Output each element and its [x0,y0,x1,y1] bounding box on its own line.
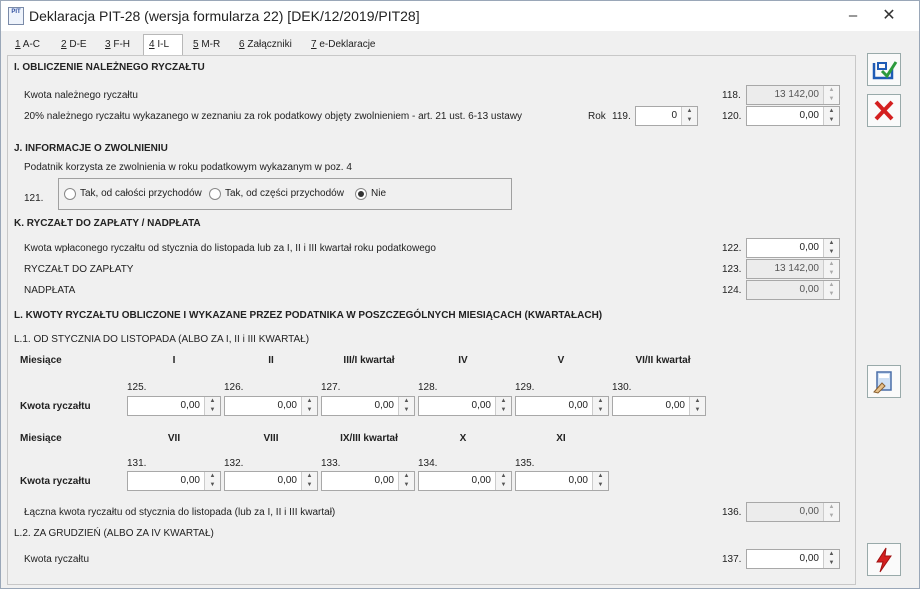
rok-label: Rok [588,111,606,122]
nadplata-label: NADPŁATA [24,285,76,296]
month-amount-field[interactable]: 0,00 ▲ ▼ [515,471,609,491]
month-header: XI [556,433,566,444]
spinner[interactable]: ▲ ▼ [823,239,839,257]
month-amount-field[interactable]: 0,00 ▲ ▼ [515,396,609,416]
spinner: ▲ ▼ [823,260,839,278]
tab-zalaczniki[interactable]: 6 Załączniki [239,39,292,50]
month-amount-field[interactable]: 0,00 ▲ ▼ [127,471,221,491]
spinner[interactable]: ▲ ▼ [398,397,414,415]
month-amount-field[interactable]: 0,00 ▲ ▼ [418,471,512,491]
spinner[interactable]: ▲ ▼ [495,397,511,415]
spinner[interactable]: ▲ ▼ [823,107,839,125]
field-136: 0,00 ▲ ▼ [746,502,840,522]
form-panel [7,55,856,585]
field-number: 131. [127,458,147,469]
field-number: 128. [418,382,438,393]
amount-label: Kwota ryczałtu [20,401,91,412]
l2-heading: L.2. ZA GRUDZIEŃ (ALBO ZA IV KWARTAŁ) [14,528,214,539]
amount-label: Kwota ryczałtu [20,476,91,487]
month-amount-field[interactable]: 0,00 ▲ ▼ [224,471,318,491]
grudzien-kwota-label: Kwota ryczałtu [24,554,90,565]
month-amount-field[interactable]: 0,00 ▲ ▼ [418,396,512,416]
spinner[interactable]: ▲ ▼ [592,397,608,415]
field-122[interactable]: 0,00 ▲ ▼ [746,238,840,258]
month-header: IV [458,355,468,366]
field-123-number: 123. [722,264,742,275]
ryczalt-do-zaplaty-label: RYCZAŁT DO ZAPŁATY [24,264,134,275]
field-118-number: 118. [722,90,741,101]
tab-a-c[interactable]: 1 A-C [15,39,41,50]
month-header: II [268,355,274,366]
spinner: ▲ ▼ [823,503,839,521]
field-number: 134. [418,458,438,469]
field-119-number: 119. [612,111,631,122]
field-number: 129. [515,382,535,393]
field-number: 132. [224,458,244,469]
tab-bar [1,31,919,55]
spinner[interactable]: ▲ ▼ [301,472,317,490]
field-120[interactable]: 0,00 ▲ ▼ [746,106,840,126]
month-amount-field[interactable]: 0,00 ▲ ▼ [127,396,221,416]
months-label: Miesiące [20,355,62,366]
flash-button[interactable] [867,543,901,576]
month-header: X [459,433,467,444]
spinner[interactable]: ▲ ▼ [204,397,220,415]
radio-czesci-label[interactable]: Tak, od części przychodów [225,188,344,199]
kwota-naleznego-label: Kwota należnego ryczałtu [24,90,138,101]
radio-nie-label[interactable]: Nie [371,188,387,199]
month-header: V [557,355,565,366]
tab-m-r[interactable]: 5 M-R [193,39,221,50]
months-label: Miesiące [20,433,62,444]
close-button[interactable]: ✕ [882,7,896,24]
spinner[interactable]: ▲ ▼ [398,472,414,490]
calculator-hand-icon [868,366,900,397]
field-136-number: 136. [722,507,742,518]
month-header: I [172,355,176,366]
cancel-button[interactable] [867,94,901,127]
spinner: ▲ ▼ [823,281,839,299]
save-button[interactable] [867,53,901,86]
radio-czesci[interactable] [209,188,221,200]
field-119-rok[interactable]: 0 ▲ ▼ [635,106,698,126]
spinner[interactable]: ▲ ▼ [592,472,608,490]
section-l-title: L. KWOTY RYCZAŁTU OBLICZONE I WYKAZANE PRZEZ PODATNIKA W POSZCZEGÓLNYCH MIESIĄCACH (KWARTAŁACH) [14,310,603,321]
month-header: IX/III kwartał [340,433,398,444]
month-header: III/I kwartał [343,355,395,366]
field-number: 125. [127,382,147,393]
section-i-title: I. OBLICZENIE NALEŻNEGO RYCZAŁTU [14,62,205,73]
zwolnienie-desc: Podatnik korzysta ze zwolnienia w roku podatkowym wykazanym w poz. 4 [24,162,352,173]
spinner[interactable]: ▲ ▼ [681,107,697,125]
close-x-icon [868,95,900,126]
spinner: ▲ ▼ [823,86,839,104]
tab-e-deklaracje[interactable]: 7 e-Deklaracje [311,39,376,50]
field-number: 127. [321,382,341,393]
spinner[interactable]: ▲ ▼ [301,397,317,415]
spinner[interactable]: ▲ ▼ [689,397,705,415]
kwota-wplaconego-label: Kwota wpłaconego ryczałtu od stycznia do listopada lub za I, II i III kwartał roku podatkowego [24,243,436,254]
field-120-number: 120. [722,111,742,122]
save-disk-icon [868,54,900,85]
month-amount-field[interactable]: 0,00 ▲ ▼ [224,396,318,416]
field-121-number: 121. [24,193,44,204]
spinner[interactable]: ▲ ▼ [204,472,220,490]
section-k-title: K. RYCZAŁT DO ZAPŁATY / NADPŁATA [14,218,201,229]
tab-i-l[interactable]: 4 I-L [143,34,183,56]
field-number: 133. [321,458,341,469]
section-j-title: J. INFORMACJE O ZWOLNIENIU [14,143,168,154]
calculate-button[interactable] [867,365,901,398]
title-bar [1,1,919,31]
tab-f-h[interactable]: 3 F-H [105,39,131,50]
window-title: Deklaracja PIT-28 (wersja formularza 22) [DEK/12/2019/PIT28] [29,8,420,24]
month-header: VI/II kwartał [635,355,691,366]
field-124: 0,00 ▲ ▼ [746,280,840,300]
dwadziescia-procent-label: 20% należnego ryczałtu wykazanego w zeznaniu za rok podatkowy objęty zwolnieniem - art. 21 ust. 6-13 ustawy [24,111,523,122]
radio-nie[interactable] [355,188,367,200]
field-137[interactable]: 0,00 ▲ ▼ [746,549,840,569]
month-amount-field[interactable]: 0,00 ▲ ▼ [612,396,706,416]
field-137-number: 137. [722,554,742,565]
zwolnienie-radio-group [58,178,512,210]
radio-calosci-label[interactable]: Tak, od całości przychodów [80,188,202,199]
radio-calosci[interactable] [64,188,76,200]
minimize-button[interactable]: – [848,7,858,24]
laczna-kwota-label: Łączna kwota ryczałtu od stycznia do listopada (lub za I, II i III kwartał) [24,507,336,518]
field-number: 130. [612,382,632,393]
field-number: 126. [224,382,244,393]
field-122-number: 122. [722,243,742,254]
pit-app-icon: PIT [8,7,24,25]
month-amount-field[interactable]: 0,00 ▲ ▼ [321,471,415,491]
l1-heading: L.1. OD STYCZNIA DO LISTOPADA (ALBO ZA I, II i III KWARTAŁ) [14,334,310,345]
month-amount-field[interactable]: 0,00 ▲ ▼ [321,396,415,416]
field-123: 13 142,00 ▲ ▼ [746,259,840,279]
field-124-number: 124. [722,285,742,296]
spinner[interactable]: ▲ ▼ [495,472,511,490]
tab-d-e[interactable]: 2 D-E [61,39,87,50]
month-header: VII [167,433,181,444]
lightning-icon [868,544,900,575]
field-number: 135. [515,458,535,469]
month-header: VIII [263,433,279,444]
spinner[interactable]: ▲ ▼ [823,550,839,568]
field-118: 13 142,00 ▲ ▼ [746,85,840,105]
